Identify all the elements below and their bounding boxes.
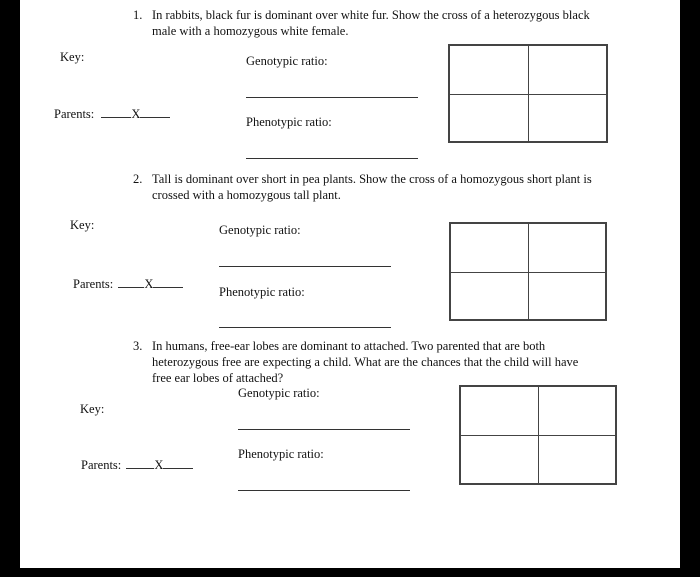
punnett-cell-bottom-right[interactable] [538,435,616,484]
worksheet-page [20,0,680,568]
punnett-cell-top-left[interactable] [449,45,529,95]
question-1-genotypic-label: Genotypic ratio: [246,54,328,68]
question-2-genotypic-answer-line[interactable] [219,266,391,267]
question-3-punnett-square [459,385,617,485]
question-1-parent1-blank[interactable] [101,105,131,118]
question-2-parent2-blank[interactable] [153,275,183,288]
question-1-number: 1. [133,8,143,22]
question-1-parents [54,105,170,122]
question-2-parents [73,275,183,292]
question-2-parent1-blank[interactable] [118,275,144,288]
question-3-key-label: Key: [80,402,105,416]
question-3-genotypic-answer-line[interactable] [238,429,410,430]
question-3-cross-symbol: X [154,458,164,472]
question-1-key-label: Key: [60,50,85,64]
punnett-cell-top-left[interactable] [450,223,529,273]
question-1-parent2-blank[interactable] [140,105,170,118]
question-3-text: In humans, free-ear lobes are dominant to attached. Two parented that are both heterozygous free are expecting a child. What are the chances that the child will have free ear lobes of attached? [152,339,579,385]
question-1-phenotypic-label: Phenotypic ratio: [246,115,332,129]
question-2-key-label: Key: [70,218,95,232]
question-3-genotypic-label: Genotypic ratio: [238,386,320,400]
question-3-number: 3. [133,339,143,353]
question-2-phenotypic-label: Phenotypic ratio: [219,285,305,299]
punnett-cell-top-right[interactable] [538,386,616,436]
punnett-cell-bottom-left[interactable] [449,94,529,142]
punnett-cell-top-right[interactable] [528,223,606,273]
punnett-cell-bottom-left[interactable] [460,435,539,484]
question-1-genotypic-answer-line[interactable] [246,97,418,98]
question-3-parents [81,456,193,473]
question-2-number: 2. [133,172,143,186]
question-2-phenotypic-answer-line[interactable] [219,327,391,328]
question-3-parents-label: Parents: [81,458,122,472]
question-3-parent2-blank[interactable] [163,456,193,469]
punnett-cell-bottom-right[interactable] [528,94,607,142]
question-3-parent1-blank[interactable] [126,456,154,469]
punnett-cell-bottom-left[interactable] [450,272,529,320]
punnett-cell-bottom-right[interactable] [528,272,606,320]
question-1-punnett-square [448,44,608,143]
question-1-parents-label: Parents: [54,107,95,121]
question-2-genotypic-label: Genotypic ratio: [219,223,301,237]
question-2-text: Tall is dominant over short in pea plants. Show the cross of a homozygous short plant is crossed with a homozygous tall plant. [152,172,592,202]
question-1-text: In rabbits, black fur is dominant over white fur. Show the cross of a heterozygous black male with a homozygous white female. [152,8,590,38]
question-1-phenotypic-answer-line[interactable] [246,158,418,159]
question-2-punnett-square [449,222,607,321]
question-3-phenotypic-answer-line[interactable] [238,490,410,491]
question-1-cross-symbol: X [131,107,141,121]
punnett-cell-top-right[interactable] [528,45,607,95]
question-2-cross-symbol: X [144,277,154,291]
question-3-phenotypic-label: Phenotypic ratio: [238,447,324,461]
question-2-parents-label: Parents: [73,277,114,291]
punnett-cell-top-left[interactable] [460,386,539,436]
